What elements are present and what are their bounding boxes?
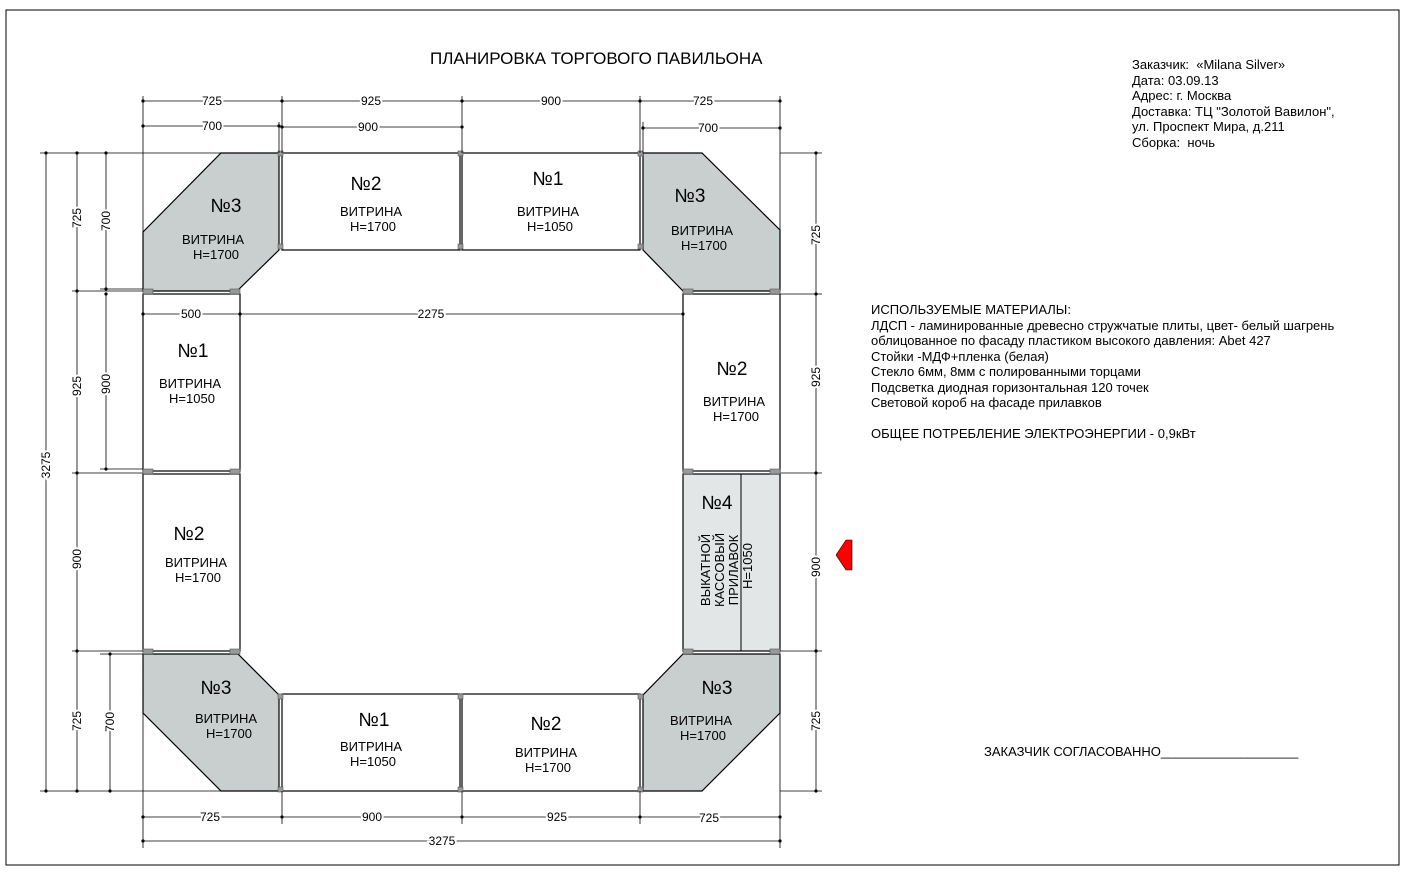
cabinet-corner-top-left bbox=[143, 153, 279, 291]
unit-tl-type: ВИТРИНА bbox=[181, 232, 245, 247]
dim-top-d: 725 bbox=[692, 94, 714, 108]
page-title: ПЛАНИРОВКА ТОРГОВОГО ПАВИЛЬОНА bbox=[430, 49, 763, 68]
unit-tr-height: H=1700 bbox=[681, 238, 727, 253]
materials-line: ЛДСП - ламинированные древесно стружчатые плиты, цвет- белый шагрень bbox=[871, 317, 1335, 333]
entrance-arrow-icon bbox=[836, 540, 852, 570]
unit-left2-number: №2 bbox=[173, 524, 205, 545]
dim-left-a: 725 bbox=[70, 207, 84, 229]
dim-left-d: 725 bbox=[70, 710, 84, 732]
unit-left1-height: H=1050 bbox=[169, 391, 215, 406]
dim-bottom-total: 3275 bbox=[428, 834, 456, 848]
unit-bottom1-height: H=1050 bbox=[350, 754, 396, 769]
materials-line: облицованное по фасаду пластиком высокого давления: Abet 427 bbox=[871, 333, 1271, 348]
order-address: Адрес: г. Москва bbox=[1132, 88, 1232, 103]
order-date: Дата: 03.09.13 bbox=[1132, 72, 1219, 88]
order-assembly: Сборка: ночь bbox=[1132, 134, 1216, 150]
order-delivery: Доставка: ТЦ "Золотой Вавилон", bbox=[1132, 103, 1335, 119]
unit-right2-height: H=1700 bbox=[713, 409, 759, 424]
approval-signature-line: ЗАКАЗЧИК СОГЛАСОВАННО___________________ bbox=[984, 744, 1299, 759]
dim-left-inner-b: 900 bbox=[99, 373, 113, 395]
unit-bl-type: ВИТРИНА bbox=[194, 711, 258, 726]
materials-line: Подсветка диодная горизонтальная 120 точек bbox=[871, 379, 1149, 395]
dim-top-a: 725 bbox=[201, 94, 223, 108]
order-street: ул. Проспект Мира, д.211 bbox=[1132, 119, 1285, 134]
dim-top-b: 925 bbox=[360, 94, 382, 108]
dim-top-inner-left: 700 bbox=[201, 119, 223, 133]
unit-right4-number: №4 bbox=[701, 493, 733, 514]
unit-top1-number: №1 bbox=[532, 169, 564, 190]
unit-tr-type: ВИТРИНА bbox=[670, 223, 734, 238]
dim-bottom-b: 900 bbox=[361, 810, 383, 824]
dim-left-inner-d: 700 bbox=[103, 711, 117, 733]
unit-bl-height: H=1700 bbox=[206, 726, 252, 741]
dim-bottom-d: 725 bbox=[698, 811, 720, 825]
cabinet-right-2 bbox=[683, 294, 780, 471]
unit-top1-height: H=1050 bbox=[527, 219, 573, 234]
unit-right4-line1: ВЫКАТНОЙ bbox=[698, 533, 713, 607]
materials-block bbox=[871, 302, 1334, 442]
unit-top2-height: H=1700 bbox=[350, 219, 396, 234]
unit-left1-number: №1 bbox=[177, 341, 209, 362]
dim-right-a: 725 bbox=[809, 224, 823, 246]
dim-top-c: 900 bbox=[540, 94, 562, 108]
unit-top2-number: №2 bbox=[350, 174, 382, 195]
unit-tl-number: №3 bbox=[210, 196, 242, 217]
unit-tr-number: №3 bbox=[674, 186, 706, 207]
dim-left-total: 3275 bbox=[39, 451, 53, 479]
materials-heading: ИСПОЛЬЗУЕМЫЕ МАТЕРИАЛЫ: bbox=[871, 302, 1071, 317]
order-customer: Заказчик: «Milana Silver» bbox=[1132, 57, 1286, 72]
dim-top-inner-mid: 900 bbox=[357, 120, 379, 134]
unit-br-type: ВИТРИНА bbox=[669, 713, 733, 728]
unit-bottom2-type: ВИТРИНА bbox=[514, 745, 578, 760]
power-consumption: ОБЩЕЕ ПОТРЕБЛЕНИЕ ЭЛЕКТРОЭНЕРГИИ - 0,9кВт bbox=[871, 426, 1196, 441]
unit-top2-type: ВИТРИНА bbox=[339, 204, 403, 219]
unit-bottom2-number: №2 bbox=[530, 714, 562, 735]
unit-br-height: H=1700 bbox=[680, 728, 726, 743]
cabinet-corner-top-right bbox=[643, 153, 780, 291]
dim-top-inner-right: 700 bbox=[697, 121, 719, 135]
dim-inner-2275: 2275 bbox=[417, 307, 445, 321]
unit-bottom1-type: ВИТРИНА bbox=[339, 739, 403, 754]
dim-left-c: 900 bbox=[70, 548, 84, 570]
unit-left1-type: ВИТРИНА bbox=[158, 376, 222, 391]
materials-line: Стекло 6мм, 8мм с полированными торцами bbox=[871, 364, 1141, 379]
cabinet-bottom-2 bbox=[462, 694, 640, 791]
dim-inner-500: 500 bbox=[180, 307, 202, 321]
unit-right2-number: №2 bbox=[716, 359, 748, 380]
cabinet-top-2 bbox=[282, 153, 460, 250]
dim-bottom-a: 725 bbox=[199, 810, 221, 824]
unit-tl-height: H=1700 bbox=[193, 247, 239, 262]
unit-left2-height: H=1700 bbox=[175, 570, 221, 585]
dim-bottom-c: 925 bbox=[546, 810, 568, 824]
unit-left2-type: ВИТРИНА bbox=[164, 555, 228, 570]
unit-right2-type: ВИТРИНА bbox=[702, 394, 766, 409]
dim-left-inner-a: 700 bbox=[99, 210, 113, 232]
unit-bl-number: №3 bbox=[200, 678, 232, 699]
unit-right4-line2: КАССОВЫЙ bbox=[712, 532, 727, 608]
order-info bbox=[1132, 57, 1335, 150]
unit-top1-type: ВИТРИНА bbox=[516, 204, 580, 219]
dim-right-b: 925 bbox=[809, 366, 823, 388]
unit-bottom1-number: №1 bbox=[358, 710, 390, 731]
materials-line: Стойки -МДФ+пленка (белая) bbox=[871, 348, 1049, 364]
materials-line: Световой короб на фасаде прилавков bbox=[871, 395, 1102, 410]
dim-left-b: 925 bbox=[70, 375, 84, 397]
unit-right4-line3: ПРИЛАВОК bbox=[726, 534, 741, 606]
dim-right-d: 725 bbox=[809, 710, 823, 732]
unit-right4-height: H=1050 bbox=[740, 543, 755, 589]
dim-right-c: 900 bbox=[809, 556, 823, 578]
unit-br-number: №3 bbox=[701, 678, 733, 699]
cabinet-top-1 bbox=[462, 153, 640, 250]
unit-bottom2-height: H=1700 bbox=[525, 760, 571, 775]
